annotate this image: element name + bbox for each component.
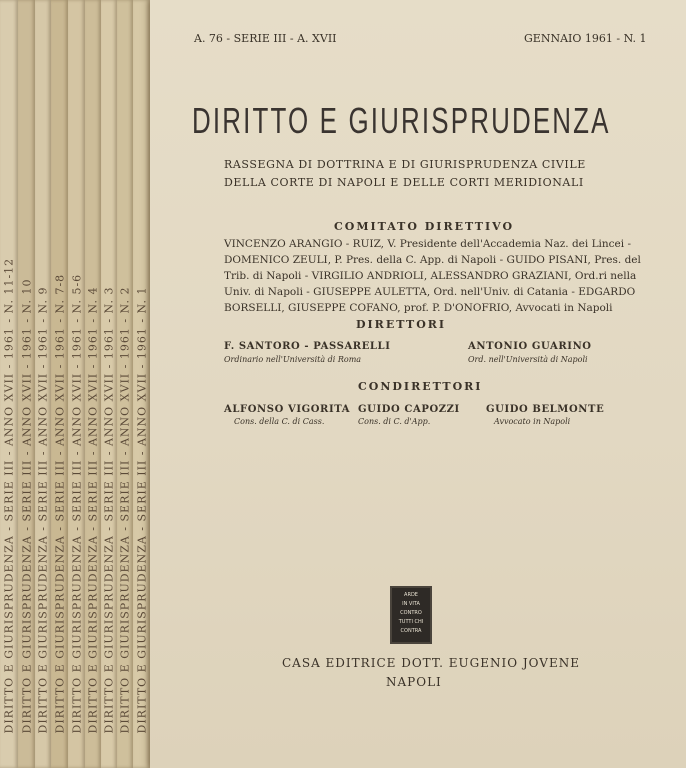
codirector-role: Cons. di C. d'App.	[358, 417, 431, 426]
publisher-city: NAPOLI	[386, 675, 442, 689]
issue-header-right: GENNAIO 1961 - N. 1	[524, 32, 647, 45]
codirector-role: Avvocato in Napoli	[494, 417, 571, 426]
spine-issue-1	[133, 0, 150, 768]
director-name: ANTONIO GUARINO	[468, 341, 592, 352]
codirector-name: ALFONSO VIGORITA	[224, 404, 351, 415]
spine-issue-4	[85, 0, 101, 768]
spine-label: DIRITTO E GIURISPRUDENZA - SERIE III - ANNO XVII - 1961 - N. 7-8	[53, 273, 66, 734]
committee-line: VINCENZO ARANGIO - RUIZ, V. Presidente dell'Accademia Naz. dei Lincei -	[224, 238, 632, 250]
spine-issue-11-12	[0, 0, 18, 768]
front-cover	[150, 0, 686, 768]
spine-label: DIRITTO E GIURISPRUDENZA - SERIE III - ANNO XVII - 1961 - N. 2	[118, 286, 132, 734]
committee-line: Trib. di Napoli - VIRGILIO ANDRIOLI, ALESSANDRO GRAZIANI, Ord.ri nella	[224, 270, 637, 282]
spine-label: DIRITTO E GIURISPRUDENZA - SERIE III - ANNO XVII - 1961 - N. 10	[20, 278, 33, 734]
publisher-emblem-icon	[390, 586, 432, 644]
spine-label: DIRITTO E GIURISPRUDENZA - SERIE III - ANNO XVII - 1961 - N. 11-12	[2, 257, 16, 734]
codirector-role: Cons. della C. di Cass.	[234, 417, 325, 426]
emblem-text: TUTTI CHI	[398, 619, 424, 625]
spine-issue-2	[117, 0, 133, 768]
spine-label: DIRITTO E GIURISPRUDENZA - SERIE III - ANNO XVII - 1961 - N. 5-6	[70, 273, 83, 734]
spine-issue-10	[18, 0, 35, 768]
emblem-text: CONTRA	[400, 628, 422, 634]
spine-label: DIRITTO E GIURISPRUDENZA - SERIE III - ANNO XVII - 1961 - N. 9	[36, 286, 50, 734]
directors-heading: DIRETTORI	[356, 318, 447, 331]
emblem-text: ARDE	[404, 592, 418, 598]
spine-label: DIRITTO E GIURISPRUDENZA - SERIE III - ANNO XVII - 1961 - N. 4	[86, 286, 100, 734]
director-role: Ord. nell'Università di Napoli	[468, 355, 588, 364]
codirector-name: GUIDO CAPOZZI	[358, 404, 460, 415]
codirector-name: GUIDO BELMONTE	[486, 404, 605, 415]
spine-issue-5-6	[68, 0, 85, 768]
issue-header-left: A. 76 - SERIE III - A. XVII	[194, 32, 337, 45]
committee-line: Univ. di Napoli - GIUSEPPE AULETTA, Ord. nell'Univ. di Catania - EDGARDO	[224, 286, 636, 298]
spine-issue-7-8	[51, 0, 68, 768]
spine-label: DIRITTO E GIURISPRUDENZA - SERIE III - ANNO XVII - 1961 - N. 1	[135, 286, 148, 734]
committee-line: DOMENICO ZEULI, P. Pres. della C. App. di Napoli - GUIDO PISANI, Pres. del	[224, 254, 641, 266]
committee-heading: COMITATO DIRETTIVO	[334, 220, 515, 233]
spine-label: DIRITTO E GIURISPRUDENZA - SERIE III - ANNO XVII - 1961 - N. 3	[102, 286, 116, 734]
codirectors-heading: CONDIRETTORI	[358, 380, 483, 393]
director-name: F. SANTORO - PASSARELLI	[224, 341, 391, 352]
subtitle-line-2: DELLA CORTE DI NAPOLI E DELLE CORTI MERIDIONALI	[224, 176, 584, 189]
subtitle-line-1: RASSEGNA DI DOTTRINA E DI GIURISPRUDENZA CIVILE	[224, 158, 586, 171]
emblem-text: IN VITA	[402, 601, 420, 607]
emblem-text: CONTRO	[400, 610, 422, 616]
publisher-name: CASA EDITRICE DOTT. EUGENIO JOVENE	[282, 656, 580, 670]
journal-title: DIRITTO E GIURISPRUDENZA	[192, 100, 611, 141]
spine-issue-9	[35, 0, 51, 768]
committee-line: BORSELLI, GIUSEPPE COFANO, prof. P. D'ONOFRIO, Avvocati in Napoli	[224, 302, 613, 314]
director-role: Ordinario nell'Università di Roma	[224, 355, 362, 364]
spine-issue-3	[101, 0, 117, 768]
